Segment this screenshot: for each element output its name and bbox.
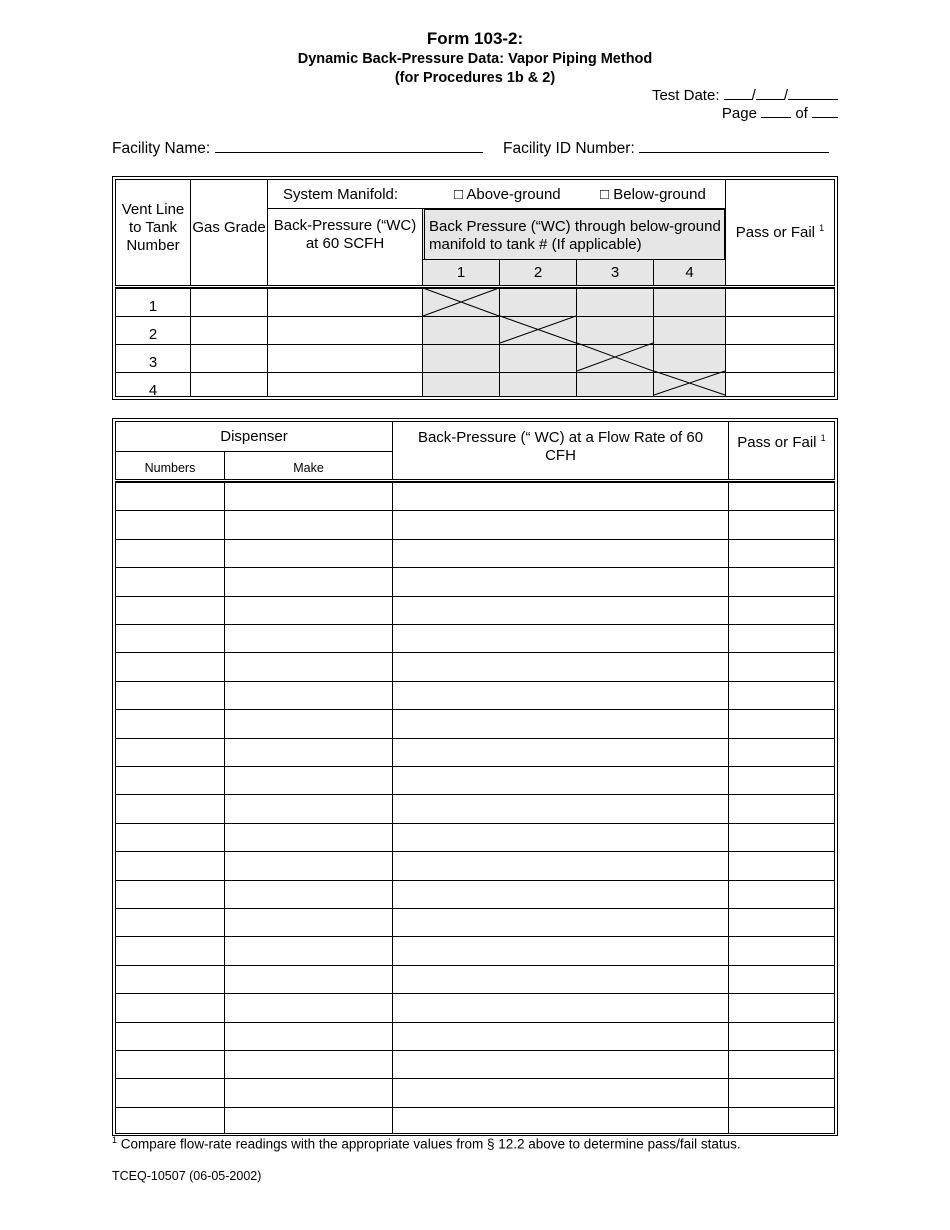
dispenser-pass-cell-row-15[interactable] [728, 880, 835, 909]
dispenser-number-cell-row-6[interactable] [115, 624, 225, 653]
dispenser-number-cell-row-11[interactable] [115, 766, 225, 795]
numbers-header-text: Numbers [144, 461, 196, 475]
dispenser-make-cell-row-3[interactable] [224, 539, 393, 568]
footnote [112, 1135, 741, 1152]
dispenser-pass-cell-row-11[interactable] [728, 766, 835, 795]
dispenser-make-cell-row-5[interactable] [224, 596, 393, 625]
dispenser-pass-label: Pass or Fail [737, 434, 817, 451]
page-line [722, 105, 838, 122]
flow-backpressure-cell-row-2[interactable] [392, 510, 729, 540]
make-header-text: Make [293, 461, 324, 475]
dispenser-number-cell-row-13[interactable] [115, 823, 225, 852]
form-code: TCEQ-10507 (06-05-2002) [112, 1169, 262, 1183]
above-ground-checkbox[interactable]: □ Above-ground [454, 186, 561, 203]
dispenser-make-cell-row-16[interactable] [224, 908, 393, 937]
dispenser-make-cell-row-9[interactable] [224, 709, 393, 739]
tank-header-3-text: 3 [610, 264, 620, 281]
dispenser-pass-header-text [729, 429, 834, 452]
dispenser-pass-cell-row-16[interactable] [728, 908, 835, 937]
flow-backpressure-cell-row-22[interactable] [392, 1078, 729, 1108]
dispenser-pass-cell-row-18[interactable] [728, 965, 835, 994]
flow-backpressure-cell-row-11[interactable] [392, 766, 729, 795]
dispenser-number-cell-row-8[interactable] [115, 681, 225, 710]
vent-line-table [112, 176, 838, 400]
page-label: Page [721, 105, 757, 122]
page-total-field[interactable] [812, 105, 838, 118]
test-date-label: Test Date: [651, 87, 720, 104]
dispenser-number-cell-row-7[interactable] [115, 652, 225, 682]
dispenser-number-cell-row-18[interactable] [115, 965, 225, 994]
back-pressure-header-text: Back-Pressure (“WC) at 60 SCFH [273, 217, 417, 252]
dispenser-pass-cell-row-3[interactable] [728, 539, 835, 568]
dispenser-make-cell-row-17[interactable] [224, 936, 393, 966]
pass-fail-header-label: Pass or Fail [735, 224, 815, 241]
dispenser-pass-cell-row-1[interactable] [728, 482, 835, 511]
dispenser-make-cell-row-8[interactable] [224, 681, 393, 710]
page-number-field[interactable] [761, 105, 791, 118]
dispenser-pass-cell-row-20[interactable] [728, 1022, 835, 1051]
flow-backpressure-cell-row-20[interactable] [392, 1022, 729, 1051]
dispenser-header [115, 421, 393, 452]
flow-backpressure-cell-row-21[interactable] [392, 1050, 729, 1079]
tank-header-4-text: 4 [685, 264, 694, 281]
form-subtitle: Dynamic Back-Pressure Data: Vapor Piping Method [297, 51, 653, 67]
dispenser-pass-cell-row-22[interactable] [728, 1078, 835, 1108]
dispenser-number-cell-row-3[interactable] [115, 539, 225, 568]
flow-backpressure-cell-row-13[interactable] [392, 823, 729, 852]
dispenser-pass-cell-row-4[interactable] [728, 567, 835, 597]
dispenser-pass-cell-row-10[interactable] [728, 738, 835, 767]
dispenser-number-cell-row-17[interactable] [115, 936, 225, 966]
facility-name-label: Facility Name: [112, 140, 211, 157]
facility-id-line [503, 140, 829, 158]
facility-id-field[interactable] [639, 140, 829, 153]
dispenser-make-cell-row-23[interactable] [224, 1107, 393, 1134]
gas-grade-header-text: Gas Grade [192, 219, 266, 236]
dispenser-number-cell-row-20[interactable] [115, 1022, 225, 1051]
dispenser-number-cell-row-9[interactable] [115, 709, 225, 739]
dispenser-pass-cell-row-2[interactable] [728, 510, 835, 540]
flow-backpressure-cell-row-1[interactable] [392, 482, 729, 511]
flow-backpressure-cell-row-3[interactable] [392, 539, 729, 568]
flow-backpressure-cell-row-5[interactable] [392, 596, 729, 625]
dispenser-number-cell-row-12[interactable] [115, 794, 225, 824]
tank-number-label: 4 [148, 382, 158, 399]
below-ground-checkbox[interactable]: □ Below-ground [600, 186, 706, 203]
dispenser-pass-header [728, 421, 835, 480]
page-of-label: of [795, 105, 808, 122]
tank-number-label: 1 [148, 298, 158, 315]
test-date-month-field[interactable] [724, 87, 752, 100]
dispenser-header-text: Dispenser [220, 428, 288, 445]
dispenser-pass-cell-row-14[interactable] [728, 851, 835, 881]
flow-backpressure-cell-row-10[interactable] [392, 738, 729, 767]
dispenser-pass-cell-row-17[interactable] [728, 936, 835, 966]
flow-backpressure-cell-row-19[interactable] [392, 993, 729, 1023]
flow-backpressure-cell-row-18[interactable] [392, 965, 729, 994]
flow-backpressure-header-text: Back-Pressure (“ WC) at a Flow Rate of 60 CFH [417, 429, 704, 464]
facility-name-field[interactable] [215, 140, 483, 153]
tank-number-label: 3 [148, 354, 158, 371]
flow-backpressure-cell-row-15[interactable] [392, 880, 729, 909]
dispenser-number-cell-row-23[interactable] [115, 1107, 225, 1134]
dispenser-number-cell-row-10[interactable] [115, 738, 225, 767]
dispenser-make-cell-row-2[interactable] [224, 510, 393, 540]
flow-backpressure-cell-row-4[interactable] [392, 567, 729, 597]
facility-name-line [112, 140, 483, 158]
dispenser-pass-cell-row-19[interactable] [728, 993, 835, 1023]
facility-id-label: Facility ID Number: [503, 140, 635, 157]
dispenser-pass-cell-row-23[interactable] [728, 1107, 835, 1134]
dispenser-number-cell-row-14[interactable] [115, 851, 225, 881]
below-manifold-header-text: Back Pressure (“WC) through below-ground manifold to tank # (If applicable) [429, 218, 721, 253]
flow-backpressure-cell-row-14[interactable] [392, 851, 729, 881]
dispenser-pass-cell-row-9[interactable] [728, 709, 835, 739]
dispenser-make-cell-row-13[interactable] [224, 823, 393, 852]
flow-backpressure-cell-row-8[interactable] [392, 681, 729, 710]
dispenser-pass-cell-row-13[interactable] [728, 823, 835, 852]
dispenser-pass-cell-row-8[interactable] [728, 681, 835, 710]
form-procedures: (for Procedures 1b & 2) [394, 70, 556, 86]
dispenser-number-cell-row-15[interactable] [115, 880, 225, 909]
numbers-header [115, 451, 225, 480]
dispenser-number-cell-row-21[interactable] [115, 1050, 225, 1079]
tank-header-1-text: 1 [456, 264, 466, 281]
test-date-year-field[interactable] [788, 87, 838, 100]
dispenser-make-cell-row-12[interactable] [224, 794, 393, 824]
dispenser-make-cell-row-4[interactable] [224, 567, 393, 597]
dispenser-pass-cell-row-6[interactable] [728, 624, 835, 653]
vent-line-header-text: Vent Line to Tank Number [121, 201, 185, 254]
flow-backpressure-cell-row-17[interactable] [392, 936, 729, 966]
dispenser-make-cell-row-11[interactable] [224, 766, 393, 795]
flow-backpressure-cell-row-16[interactable] [392, 908, 729, 937]
flow-backpressure-cell-row-6[interactable] [392, 624, 729, 653]
dispenser-number-cell-row-19[interactable] [115, 993, 225, 1023]
dispenser-make-cell-row-1[interactable] [224, 482, 393, 511]
dispenser-make-cell-row-15[interactable] [224, 880, 393, 909]
dispenser-number-cell-row-4[interactable] [115, 567, 225, 597]
dispenser-make-cell-row-18[interactable] [224, 965, 393, 994]
dispenser-pass-cell-row-21[interactable] [728, 1050, 835, 1079]
dispenser-make-cell-row-7[interactable] [224, 652, 393, 682]
dispenser-pass-cell-row-5[interactable] [728, 596, 835, 625]
dispenser-make-cell-row-22[interactable] [224, 1078, 393, 1108]
dispenser-pass-cell-row-7[interactable] [728, 652, 835, 682]
test-date-day-field[interactable] [756, 87, 784, 100]
diagonal-x-marks [115, 179, 835, 397]
form-number: Form 103-2: [426, 29, 524, 48]
footnote-text: Compare flow-rate readings with the appropriate values from § 12.2 above to determine pass/fail status. [120, 1136, 741, 1152]
tank-header-2-text: 2 [533, 264, 543, 281]
test-date-line: Test Date: / / [652, 87, 838, 104]
pass-fail-footnote-mark: 1 [819, 223, 825, 233]
flow-backpressure-cell-row-23[interactable] [392, 1107, 729, 1134]
dispenser-number-cell-row-22[interactable] [115, 1078, 225, 1108]
dispenser-pass-footnote-mark: 1 [820, 433, 826, 443]
flow-backpressure-header [392, 421, 729, 480]
tank-number-label: 2 [148, 326, 158, 343]
make-header [224, 451, 393, 480]
dispenser-make-cell-row-21[interactable] [224, 1050, 393, 1079]
dispenser-table [112, 418, 838, 1136]
system-manifold-label: System Manifold: [283, 186, 399, 203]
dispenser-make-cell-row-6[interactable] [224, 624, 393, 653]
dispenser-make-cell-row-20[interactable] [224, 1022, 393, 1051]
dispenser-number-cell-row-1[interactable] [115, 482, 225, 511]
flow-backpressure-cell-row-9[interactable] [392, 709, 729, 739]
flow-backpressure-cell-row-7[interactable] [392, 652, 729, 682]
footnote-mark: 1 [112, 1135, 118, 1145]
dispenser-make-cell-row-10[interactable] [224, 738, 393, 767]
dispenser-number-cell-row-5[interactable] [115, 596, 225, 625]
dispenser-number-cell-row-16[interactable] [115, 908, 225, 937]
dispenser-number-cell-row-2[interactable] [115, 510, 225, 540]
dispenser-make-cell-row-19[interactable] [224, 993, 393, 1023]
dispenser-make-cell-row-14[interactable] [224, 851, 393, 881]
dispenser-pass-cell-row-12[interactable] [728, 794, 835, 824]
flow-backpressure-cell-row-12[interactable] [392, 794, 729, 824]
